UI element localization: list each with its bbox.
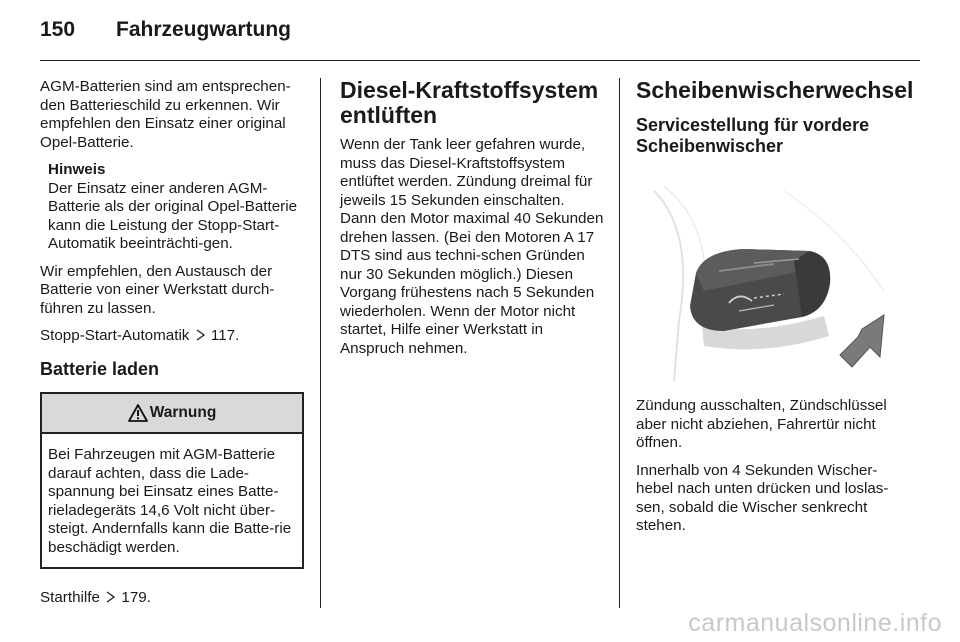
diesel-section-text: Wenn der Tank leer gefahren wurde, muss das Diesel-Kraftstoffsystem entlüftet werden. Zündung dreimal für jeweils 15 Sekunden einschalten. Dann den Motor maximal 40 Sekunden drehen lassen. (Bei den Motoren A 17 DTS sind aus techni-schen Gründen nur 30 Sekunden möglich.) Diesen Vorgang frühestens nach 5 Sekunden wiederholen. Wenn der Motor nicht startet, Hilfe einer Werkstatt in Anspruch nehmen. bbox=[340, 136, 604, 357]
wiper-step-2: Innerhalb von 4 Sekunden Wischer-hebel nach unten drücken und loslas-sen, sobald die Wischer senkrecht stehen. bbox=[636, 461, 889, 534]
hinweis-note bbox=[40, 161, 304, 254]
page-reference-icon bbox=[106, 591, 115, 603]
agm-intro-paragraph: AGM-Batterien sind am entsprechen-den Batterieschild zu erkennen. Wir empfehlen den Einsatz einer original Opel-Batterie. bbox=[40, 78, 291, 151]
stop-start-text: Stopp-Start-Automatik bbox=[40, 327, 190, 344]
page-header bbox=[40, 18, 920, 52]
diesel-section-heading: Diesel-Kraftstoffsystem entlüften bbox=[340, 77, 599, 128]
battery-charging-heading: Batterie laden bbox=[40, 358, 160, 379]
column-middle bbox=[340, 78, 604, 367]
header-divider bbox=[40, 60, 920, 61]
page-reference-icon bbox=[196, 329, 205, 341]
column-divider-1 bbox=[320, 78, 321, 608]
watermark: carmanualsonline.info bbox=[688, 609, 942, 637]
jump-start-text: Starthilfe bbox=[40, 589, 100, 606]
page-title: Fahrzeugwartung bbox=[116, 18, 292, 41]
hinweis-text: Der Einsatz einer anderen AGM-Batterie als der original Opel-Batterie kann die Leistung der Stopp-Start-Automatik beeinträchti-gen. bbox=[48, 179, 298, 252]
warning-triangle-icon bbox=[128, 404, 148, 422]
warning-title: Warnung bbox=[149, 403, 217, 421]
column-left bbox=[40, 78, 304, 617]
warning-text: Bei Fahrzeugen mit AGM-Batterie darauf achten, dass die Lade-spannung bei Einsatz eines Batte-rieladegeräts 14,6 Volt nicht über-steigt. Andernfalls kann die Batte-rie beschädigt werden. bbox=[48, 446, 292, 556]
wiper-step-1: Zündung ausschalten, Zündschlüssel aber nicht abziehen, Fahrertür nicht öffnen. bbox=[636, 397, 887, 451]
jump-start-reference bbox=[40, 589, 304, 608]
wiper-lever-illustration bbox=[634, 171, 900, 381]
page-number: 150 bbox=[40, 18, 76, 41]
warning-box bbox=[40, 392, 304, 569]
wiper-service-subheading: Servicestellung für vordere Scheibenwischer bbox=[636, 115, 870, 156]
stop-start-page-ref[interactable]: 117. bbox=[210, 327, 240, 344]
column-right bbox=[636, 77, 914, 545]
wiper-section-heading: Scheibenwischerwechsel bbox=[636, 77, 914, 103]
column-divider-2 bbox=[619, 78, 620, 608]
warning-header bbox=[42, 394, 302, 434]
jump-start-page-ref[interactable]: 179. bbox=[121, 589, 151, 606]
stop-start-reference bbox=[40, 327, 304, 346]
battery-replacement-paragraph: Wir empfehlen, den Austausch der Batterie von einer Werkstatt durch-führen zu lassen. bbox=[40, 262, 275, 317]
hinweis-title: Hinweis bbox=[48, 161, 106, 178]
